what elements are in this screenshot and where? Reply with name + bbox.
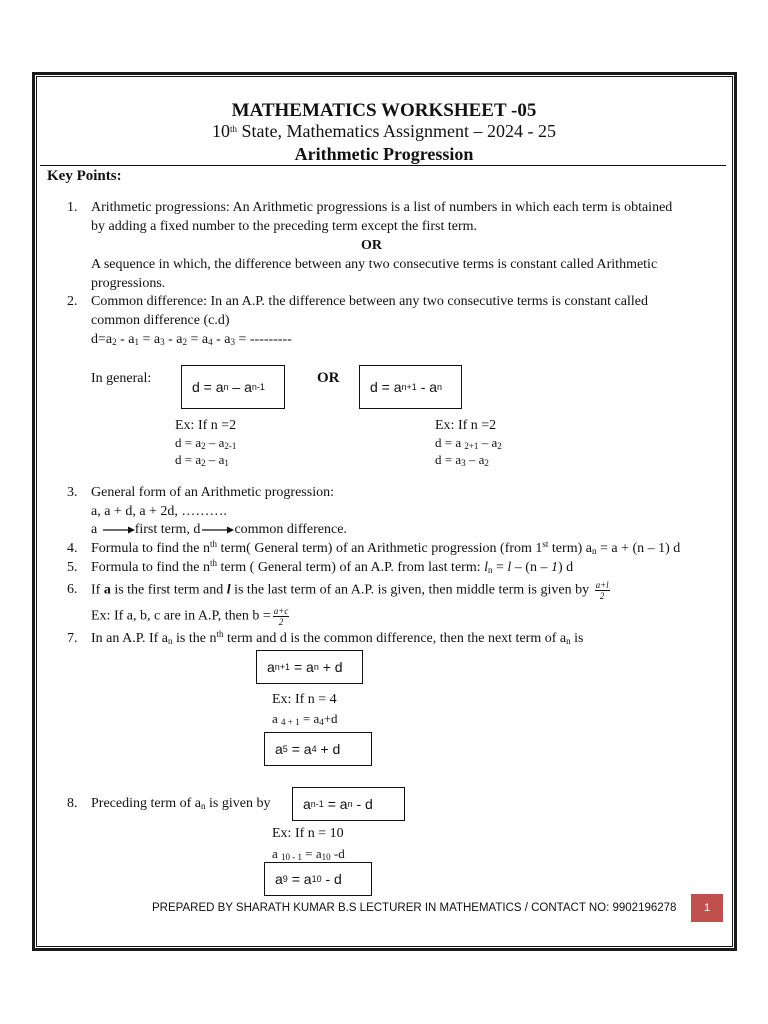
key-points-label: Key Points: (47, 168, 122, 184)
point-8-number: 8. (67, 796, 78, 811)
arrow-right-icon (101, 525, 135, 535)
point-2-formula: $d=a_2 - a_1 = a_3 - a_2 = a_4 - a_3$ = --------- (91, 332, 292, 347)
point-5-number: 5. (67, 560, 78, 575)
footer-credit: PREPARED BY SHARATH KUMAR B.S LECTURER IN MATHEMATICS / CONTACT NO: 9902196278 (152, 902, 677, 914)
example-right-line-2: $d = a_3 - a_2$ (435, 452, 489, 468)
point-1-number: 1. (67, 200, 78, 215)
fraction-a-plus-l-over-2: $\frac{a+l}{2}$ (595, 580, 609, 601)
point-2-line-2: common difference (c.d) (91, 313, 230, 328)
example-left-line-1: $d = a_2 - a_{2-1}$ (175, 435, 237, 451)
example-right-line-1: d = a $_{2+1} - a_2$ (435, 435, 502, 451)
point-8-example-line: a $_{10 - 1} = a_{10}$ -d (272, 846, 345, 862)
point-2-number: 2. (67, 294, 78, 309)
point-7-example-head: Ex: If n = 4 (272, 692, 337, 707)
point-3-line-2: a, a + d, a + 2d, ………. (91, 504, 227, 519)
point-2-line-1: Common difference: In an A.P. the difference between any two consecutive terms is constant called (91, 294, 648, 309)
next-term-box: a n+1 = a n + d (256, 650, 363, 684)
point-7-example-line: a $_{4 + 1} = a_4+d$ (272, 711, 338, 727)
worksheet-title: MATHEMATICS WORKSHEET -05 (231, 100, 537, 121)
a9-box: a 9 = a 10 - d (264, 862, 372, 896)
point-6-example: Ex: If a, b, c are in A.P, then b = $\frac{a+c}{2}$ (91, 606, 289, 627)
topic-heading: Arithmetic Progression (294, 144, 474, 164)
fraction-a-plus-c-over-2: $\frac{a+c}{2}$ (273, 606, 289, 627)
point-8-example-head: Ex: If n = 10 (272, 826, 344, 841)
point-1-line-1: Arithmetic progressions: An Arithmetic progressions is a list of numbers in which each term is obtained (91, 200, 673, 215)
point-3-line-1: General form of an Arithmetic progression: (91, 485, 334, 500)
a5-box: a 5 = a 4 + d (264, 732, 372, 766)
point-3-line-3: a first term, d common difference. (91, 522, 347, 537)
example-right-head: Ex: If n =2 (435, 418, 497, 433)
point-8-text: Preceding term of $a_n$ is given by (91, 796, 271, 811)
point-7-number: 7. (67, 631, 78, 646)
point-3-number: 3. (67, 485, 78, 500)
point-4-number: 4. (67, 541, 78, 556)
point-7-text: In an A.P. If $a_n$ is the $n^{th}$ term and d is the common difference, then the next term of $a_n$ is (91, 629, 584, 646)
point-1-line-4: progressions. (91, 276, 166, 291)
in-general-label: In general: (91, 371, 152, 386)
point-1-or: OR (361, 238, 382, 253)
point-6-text: If a is the first term and l is the last term of an A.P. is given, then middle term is given by $\frac{a+l}{2}$ (91, 580, 609, 601)
example-left-line-2: $d = a_2 - a_1$ (175, 452, 229, 468)
heading-rule (40, 165, 726, 166)
point-6-number: 6. (67, 582, 78, 597)
arrow-right-icon (200, 525, 234, 535)
worksheet-subtitle: 10th State, Mathematics Assignment – 2024 - 25 (212, 121, 556, 141)
formula-box-backward: d = a n – a n-1 (181, 365, 285, 409)
formula-or: OR (317, 370, 340, 386)
point-1-line-2: by adding a fixed number to the preceding term except the first term. (91, 219, 478, 234)
page-number: 1 (691, 894, 723, 922)
preceding-term-box: a n-1 = a n - d (292, 787, 405, 821)
point-5-text: Formula to find the $n^{th}$ term ( General term) of an A.P. from last term: $l_n = l - (n - 1)$ d (91, 558, 574, 575)
formula-box-forward: d = a n+1 - a n (359, 365, 462, 409)
example-left-head: Ex: If n =2 (175, 418, 237, 433)
point-1-line-3: A sequence in which, the difference between any two consecutive terms is constant called Arithmetic (91, 257, 658, 272)
point-4-text: Formula to find the $n^{th}$ term( General term) of an Arithmetic progression (from 1st term) $a_n = a + (n - 1)$ d (91, 539, 681, 556)
